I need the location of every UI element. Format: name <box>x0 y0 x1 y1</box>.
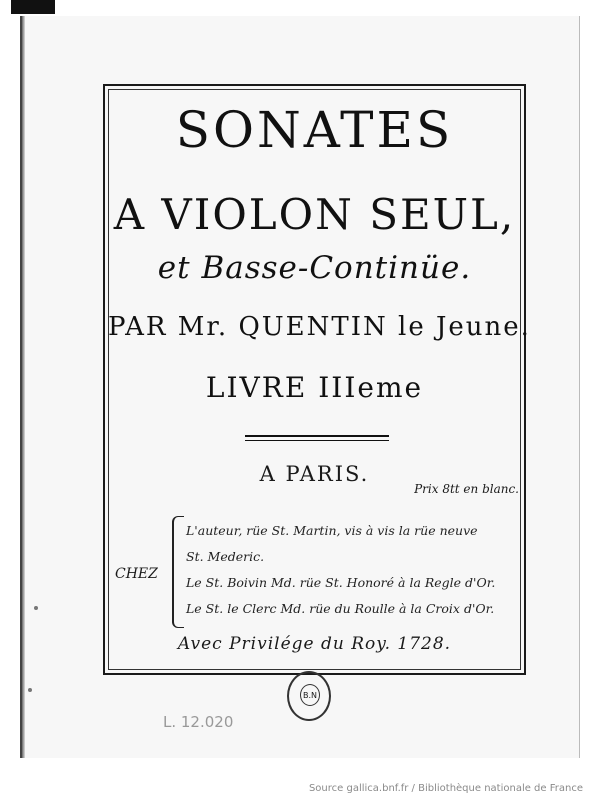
top-strip <box>0 0 591 16</box>
title-line-author: PAR Mr. QUENTIN le Jeune. <box>108 312 531 342</box>
royal-privilege: Avec Privilége du Roy. 1728. <box>177 634 452 654</box>
title-line-livre: LIVRE IIIeme <box>205 371 424 404</box>
address-line: L'auteur, rüe St. Martin, vis à vis la rüe neuve <box>186 523 478 538</box>
title-line-basse: et Basse-Continüe. <box>157 250 472 286</box>
chez-label: CHEZ <box>115 566 158 582</box>
ornamental-divider <box>245 435 389 441</box>
scan-tab <box>11 0 55 14</box>
price-note: Prix 8tt en blanc. <box>414 482 519 496</box>
source-credit: Source gallica.bnf.fr / Bibliothèque nationale de France <box>308 783 583 794</box>
address-line: Le St. Boivin Md. rüe St. Honoré à la Regle d'Or. <box>186 575 496 590</box>
address-brace <box>172 516 184 628</box>
library-stamp-mark: B.N <box>300 684 320 706</box>
title-line-sonates: SONATES <box>175 101 454 159</box>
address-line: Le St. le Clerc Md. rüe du Roulle à la Croix d'Or. <box>186 601 495 616</box>
paper-speck <box>28 688 32 692</box>
shelfmark: L. 12.020 <box>163 713 234 731</box>
title-line-violon: A VIOLON SEUL, <box>113 190 516 239</box>
address-line: St. Mederic. <box>186 549 265 564</box>
place-of-publication: A PARIS. <box>259 462 370 486</box>
paper-speck <box>34 606 38 610</box>
page-edge <box>22 16 25 758</box>
